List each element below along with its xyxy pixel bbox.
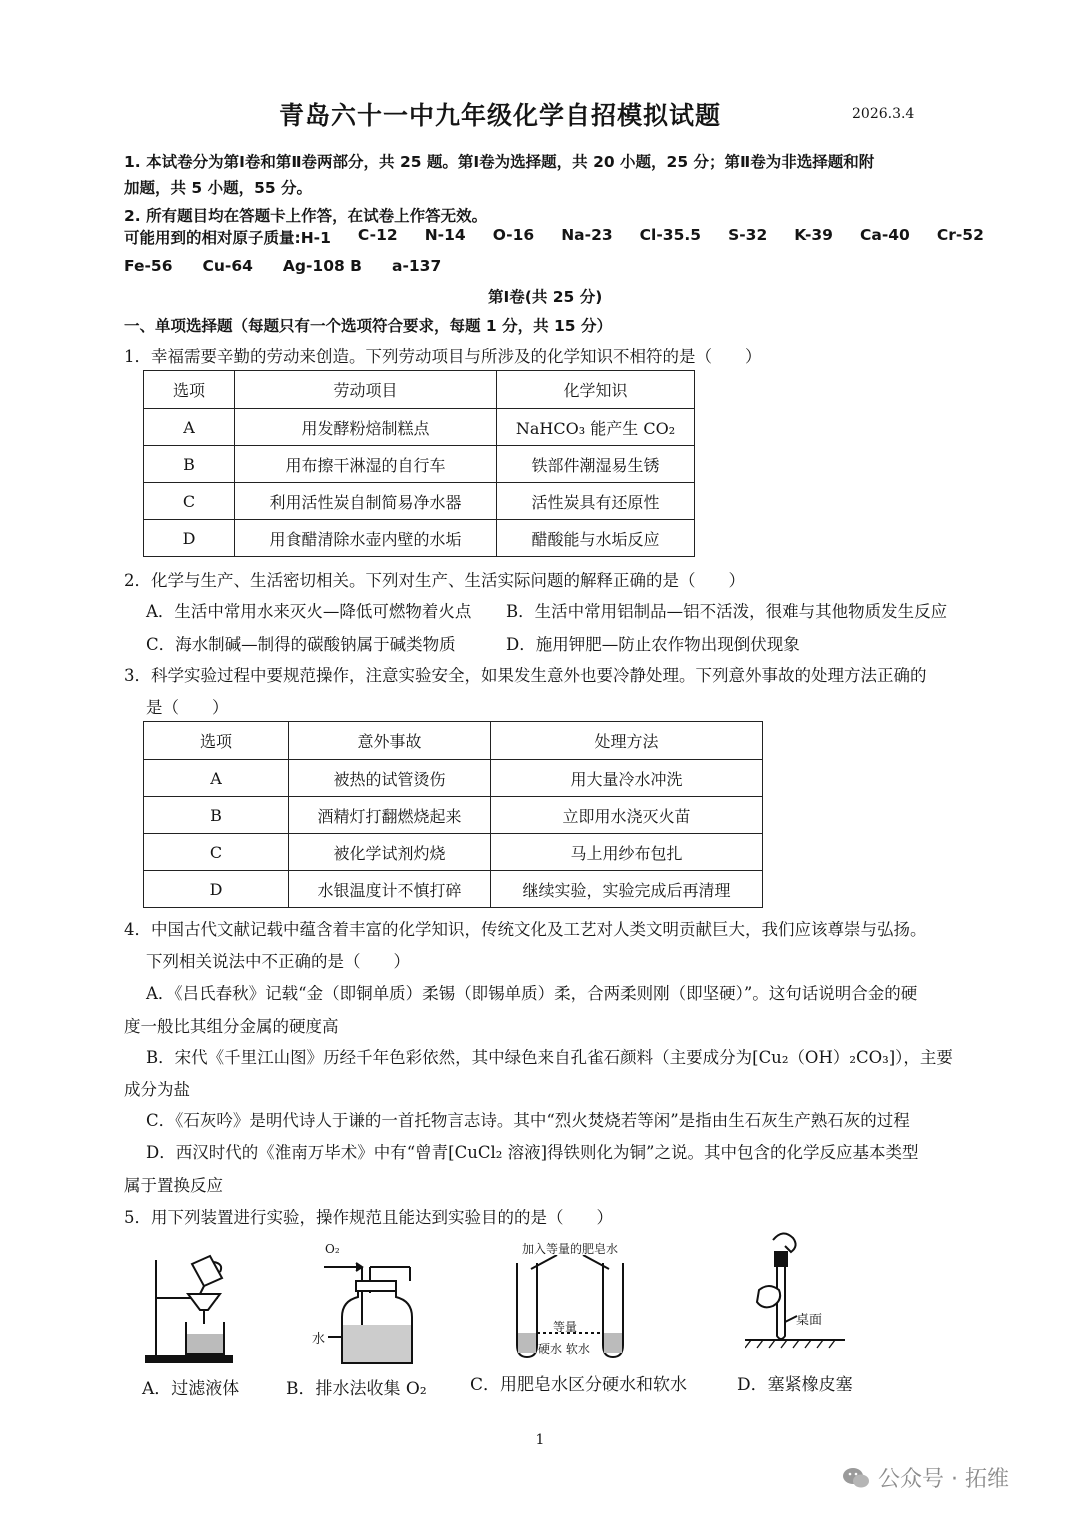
table-header-cell: 劳动项目: [235, 371, 497, 409]
exam-date: 2026.3.4: [852, 106, 915, 122]
watermark: [842, 1462, 1009, 1493]
question-3-table: [143, 721, 763, 908]
figure-c-caption: C．用肥皂水区分硬水和软水: [470, 1375, 688, 1395]
table-cell: 用布擦干淋湿的自行车: [235, 446, 497, 483]
volume-title: 第Ⅰ卷(共 25 分): [488, 288, 603, 306]
table-cell: C: [144, 483, 235, 520]
table-cell: NaHCO₃ 能产生 CO₂: [497, 409, 695, 446]
atomic-mass-item: a-137: [392, 257, 442, 275]
atomic-mass-item: Na-23: [561, 226, 613, 244]
table-cell: 继续实验，实验完成后再清理: [491, 871, 763, 908]
table-cell: 酒精灯打翻燃烧起来: [289, 797, 491, 834]
table-header-row: [144, 371, 695, 409]
question-4-option-d-line-1: D．西汉时代的《淮南万毕术》中有“曾青[CuCl₂ 溶液]得铁则化为铜”之说。其中包含的化学反应基本类型: [146, 1143, 919, 1162]
figure-a-caption: A．过滤液体: [142, 1379, 240, 1399]
atomic-mass-item: Fe-56: [124, 257, 173, 275]
table-row: [144, 446, 695, 483]
question-1-stem: 1．幸福需要辛勤的劳动来创造。下列劳动项目与所涉及的化学知识不相符的是（ ）: [124, 347, 762, 366]
table-header-cell: 化学知识: [497, 371, 695, 409]
atomic-mass-item: C-12: [357, 226, 398, 244]
table-cell: B: [144, 797, 289, 834]
figure-b-water-label: 水: [312, 1332, 326, 1347]
table-cell: D: [144, 871, 289, 908]
table-cell: A: [144, 409, 235, 446]
atomic-mass-item: Cu-64: [202, 257, 253, 275]
atomic-mass-item: Ca-40: [859, 226, 910, 244]
question-5-stem: 5．用下列装置进行实验，操作规范且能达到实验目的的是（ ）: [124, 1208, 613, 1227]
table-header-cell: 选项: [144, 371, 235, 409]
table-row: [144, 871, 763, 908]
question-4-option-a-line-1: A．《吕氏春秋》记载“金（即铜单质）柔锡（即锡单质）柔，合两柔则刚（即坚硬）”。这句话说明合金的硬: [146, 984, 918, 1003]
table-cell: 用大量冷水冲洗: [491, 760, 763, 797]
table-cell: 立即用水浇灭火苗: [491, 797, 763, 834]
atomic-mass-item: Cr-52: [936, 226, 984, 244]
question-4-stem: 4．中国古代文献记载中蕴含着丰富的化学知识，传统文化及工艺对人类文明贡献巨大，我们应该尊崇与弘扬。: [124, 920, 927, 939]
question-4-option-b-line-2: 成分为盐: [124, 1080, 190, 1099]
figure-c-top-label: 加入等量的肥皂水: [522, 1242, 619, 1256]
figure-c-equal-label: 等量: [553, 1320, 578, 1334]
exam-title: 青岛六十一中九年级化学自招模拟试题: [278, 101, 721, 130]
atomic-mass-row: [124, 226, 984, 248]
table-header-row: [144, 722, 763, 760]
table-cell: D: [144, 520, 235, 557]
question-4-option-d-line-2: 属于置换反应: [124, 1176, 223, 1195]
table-header-cell: 处理方法: [491, 722, 763, 760]
atomic-mass-item: Cl-35.5: [639, 226, 702, 244]
figure-c-waters-label: 硬水 软水: [538, 1342, 590, 1356]
question-2-option-c: C．海水制碱—制得的碳酸钠属于碱类物质: [146, 635, 456, 654]
atomic-mass-label: 可能用到的相对原子质量:H-1: [124, 229, 331, 247]
page-number: 1: [535, 1432, 545, 1448]
figure-b-o2-label: O₂: [325, 1242, 340, 1256]
table-cell: 醋酸能与水垢反应: [497, 520, 695, 557]
table-row: [144, 797, 763, 834]
table-cell: 铁部件潮湿易生锈: [497, 446, 695, 483]
table-cell: A: [144, 760, 289, 797]
question-2-option-b: B．生活中常用铝制品—铝不活泼，很难与其他物质发生反应: [506, 602, 948, 621]
question-3-stem: 3．科学实验过程中要规范操作，注意实验安全，如果发生意外也要冷静处理。下列意外事故的处理方法正确的: [124, 666, 927, 685]
table-cell: 马上用纱布包扎: [491, 834, 763, 871]
table-row: [144, 483, 695, 520]
question-4-option-a-line-2: 度一般比其组分金属的硬度高: [124, 1017, 339, 1036]
question-4-stem-2: 下列相关说法中不正确的是（ ）: [146, 952, 410, 971]
part-title: 一、单项选择题（每题只有一个选项符合要求，每题 1 分，共 15 分）: [124, 317, 612, 335]
question-2-option-a: A．生活中常用水来灭火—降低可燃物着火点: [146, 602, 472, 621]
table-cell: 用发酵粉焙制糕点: [235, 409, 497, 446]
note-line-1b: 加题，共 5 小题，55 分。: [124, 179, 313, 197]
table-cell: 水银温度计不慎打碎: [289, 871, 491, 908]
question-2-option-d: D．施用钾肥—防止农作物出现倒伏现象: [506, 635, 800, 654]
table-cell: 活性炭具有还原性: [497, 483, 695, 520]
table-cell: C: [144, 834, 289, 871]
table-row: [144, 760, 763, 797]
note-line-2: 2. 所有题目均在答题卡上作答，在试卷上作答无效。: [124, 207, 488, 225]
gas-collection-bottle-figure: [320, 1245, 430, 1367]
table-header-cell: 意外事故: [289, 722, 491, 760]
table-header-cell: 选项: [144, 722, 289, 760]
atomic-mass-item: K-39: [794, 226, 833, 244]
atomic-mass-item: Ag-108 B: [282, 257, 362, 275]
watermark-text: 公众号 · 拓维: [878, 1467, 1009, 1492]
wechat-icon: [842, 1466, 870, 1490]
table-cell: B: [144, 446, 235, 483]
stopper-on-desk-figure: [745, 1226, 855, 1356]
figure-d-caption: D．塞紧橡皮塞: [737, 1375, 853, 1395]
atomic-mass-item: O-16: [492, 226, 535, 244]
figure-b-caption: B．排水法收集 O₂: [286, 1379, 427, 1399]
question-4-option-b-line-1: B．宋代《千里江山图》历经千年色彩依然，其中绿色来自孔雀石颜料（主要成分为[Cu₂（OH）₂CO₃]），主要: [146, 1048, 953, 1067]
atomic-mass-row-2: [124, 257, 441, 275]
note-line-1: 1. 本试卷分为第Ⅰ卷和第Ⅱ卷两部分，共 25 题。第Ⅰ卷为选择题，共 20 小题，25 分；第Ⅱ卷为非选择题和附: [124, 153, 875, 171]
table-row: [144, 834, 763, 871]
figure-d-desk-label: 桌面: [796, 1313, 823, 1328]
question-4-option-c: C．《石灰吟》是明代诗人于谦的一首托物言志诗。其中“烈火焚烧若等闲”是指由生石灰生产熟石灰的过程: [146, 1111, 910, 1130]
atomic-mass-item: S-32: [728, 226, 768, 244]
question-2-stem: 2．化学与生产、生活密切相关。下列对生产、生活实际问题的解释正确的是（ ）: [124, 571, 745, 590]
question-3-stem-2: 是（ ）: [146, 698, 229, 717]
table-cell: 利用活性炭自制简易净水器: [235, 483, 497, 520]
table-row: [144, 520, 695, 557]
question-1-table: [143, 370, 695, 557]
table-cell: 被热的试管烫伤: [289, 760, 491, 797]
table-cell: 被化学试剂灼烧: [289, 834, 491, 871]
table-row: [144, 409, 695, 446]
atomic-mass-item: N-14: [424, 226, 466, 244]
filtration-apparatus-figure: [130, 1250, 240, 1368]
table-cell: 用食醋清除水壶内壁的水垢: [235, 520, 497, 557]
